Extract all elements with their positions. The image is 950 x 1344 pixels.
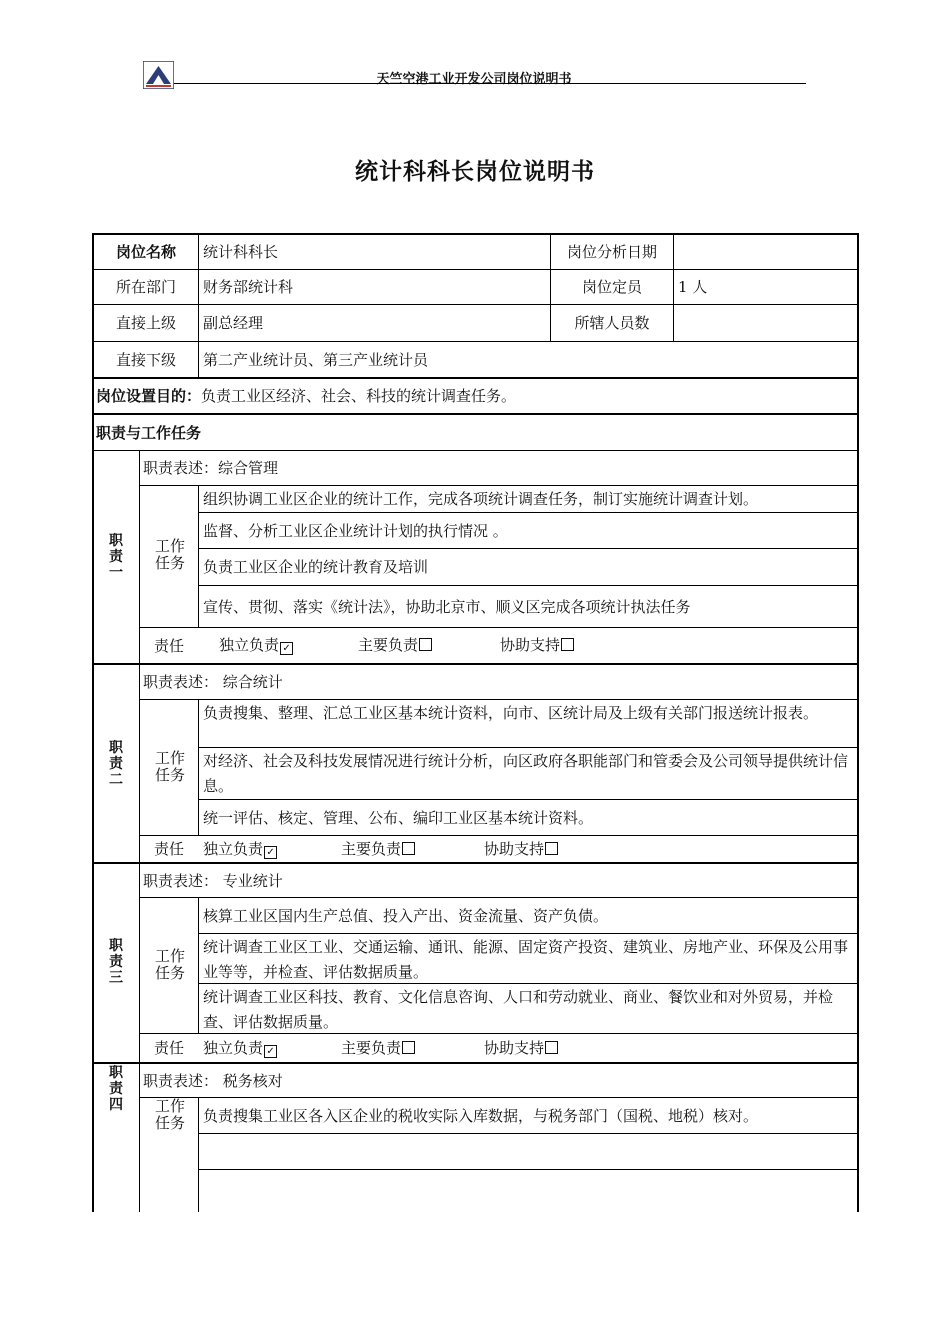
duty-1-label: 职 责 一 [109,533,123,581]
subordinate-count-label: 所辖人员数 [574,314,650,332]
duty-3-independent-option: 独立负责 ✓ [203,1038,277,1058]
purpose-row [96,379,856,413]
duty-1-tasks-label: 工作 任务 [154,537,185,572]
department-value: 财务部统计科 [203,278,294,296]
purpose-label: 岗位设置目的： [96,387,202,405]
duty-2-independent-option: 独立负责 ✓ [203,839,277,859]
unchecked-box-icon [419,638,432,651]
subordinates-value: 第二产业统计员、第三产业统计员 [203,350,429,369]
duty-3-tasks-label: 工作 任务 [154,947,185,982]
duty-2-responsibility-label: 责任 [153,840,184,858]
checked-box-icon: ✓ [264,846,277,859]
duty-1-task-2: 监督、分析工业区企业统计计划的执行情况 。 [203,521,508,540]
unchecked-box-icon [402,1041,415,1054]
duty-4-task-3 [203,1170,855,1210]
analysis-date-label: 岗位分析日期 [566,243,657,261]
duties-section-title: 职责与工作任务 [96,423,202,442]
duty-1-support-option: 协助支持 [500,635,574,655]
duty-1-statement: 职责表述：综合管理 [143,459,279,477]
duty-4-task-2 [203,1134,855,1169]
checked-box-icon: ✓ [280,642,293,655]
duty-3-label: 职 责 三 [109,938,123,986]
company-header-title: 天竺空港工业开发公司岗位说明书 [376,72,572,87]
purpose-text: 负责工业区经济、社会、科技的统计调查任务。 [201,387,517,405]
duty-3-task-2: 统计调查工业区工业、交通运输、通讯、能源、固定资产投资、建筑业、房地产业、环保及公用事业等等，并检查、评估数据质量。 [203,938,849,981]
subordinate-count-value [678,305,856,341]
analysis-date-value [678,235,856,269]
checked-box-icon: ✓ [264,1045,277,1058]
department-label: 所在部门 [115,278,176,296]
duty-1-task-3: 负责工业区企业的统计教育及培训 [203,558,429,576]
duty-3-responsibility-label: 责任 [153,1039,184,1057]
company-logo [143,61,174,89]
position-name-value: 统计科科长 [203,243,279,261]
duty-1-independent-option: 独立负责 ✓ [219,635,293,655]
duty-2-task-3: 统一评估、核定、管理、公布、编印工业区基本统计资料。 [203,808,594,827]
duty-4-task-1: 负责搜集工业区各入区企业的税收实际入库数据，与税务部门（国税、地税）核对。 [203,1106,759,1125]
superior-label: 直接上级 [115,314,176,332]
headcount-label: 岗位定员 [581,278,642,296]
unchecked-box-icon [545,1041,558,1054]
duty-2-primary-option: 主要负责 [341,839,415,859]
duty-1-responsibility-label: 责任 [153,636,184,655]
duty-1-task-4: 宣传、贯彻、落实《统计法》，协助北京市、顺义区完成各项统计执法任务 [203,597,691,616]
header-rule [174,83,806,84]
duty-2-task-2: 对经济、社会及科技发展情况进行统计分析，向区政府各职能部门和管委会及公司领导提供统计信息。 [203,752,849,795]
duty-4-statement: 职责表述： 税务核对 [143,1071,283,1090]
position-name-label: 岗位名称 [115,243,176,261]
superior-value: 副总经理 [203,314,264,332]
unchecked-box-icon [402,842,415,855]
duty-3-statement: 职责表述： 专业统计 [143,871,283,890]
duty-3-task-1: 核算工业区国内生产总值、投入产出、资金流量、资产负债。 [203,906,609,925]
duty-2-task-1: 负责搜集、整理、汇总工业区基本统计资料，向市、区统计局及上级有关部门报送统计报表。 [203,704,819,722]
duty-1-task-1: 组织协调工业区企业的统计工作，完成各项统计调查任务，制订实施统计调查计划。 [203,490,759,508]
duty-3-task-3: 统计调查工业区科技、教育、文化信息咨询、人口和劳动就业、商业、餐饮业和对外贸易，并检查、评估数据质量。 [203,988,834,1031]
duty-2-label: 职 责 二 [109,740,123,788]
duty-3-support-option: 协助支持 [484,1038,558,1058]
duty-3-primary-option: 主要负责 [341,1038,415,1058]
duty-2-statement: 职责表述： 综合统计 [143,673,283,691]
subordinates-label: 直接下级 [115,350,176,369]
duty-1-primary-option: 主要负责 [358,635,432,655]
unchecked-box-icon [545,842,558,855]
duty-2-tasks-label: 工作 任务 [154,749,185,784]
duty-2-support-option: 协助支持 [484,839,558,859]
page-title: 统计科科长岗位说明书 [355,159,595,185]
headcount-value: 1 人 [678,278,708,296]
duty-4-label: 职 责 四 [109,1065,123,1113]
duty-4-tasks-label: 工作 任务 [154,1097,185,1132]
unchecked-box-icon [561,638,574,651]
